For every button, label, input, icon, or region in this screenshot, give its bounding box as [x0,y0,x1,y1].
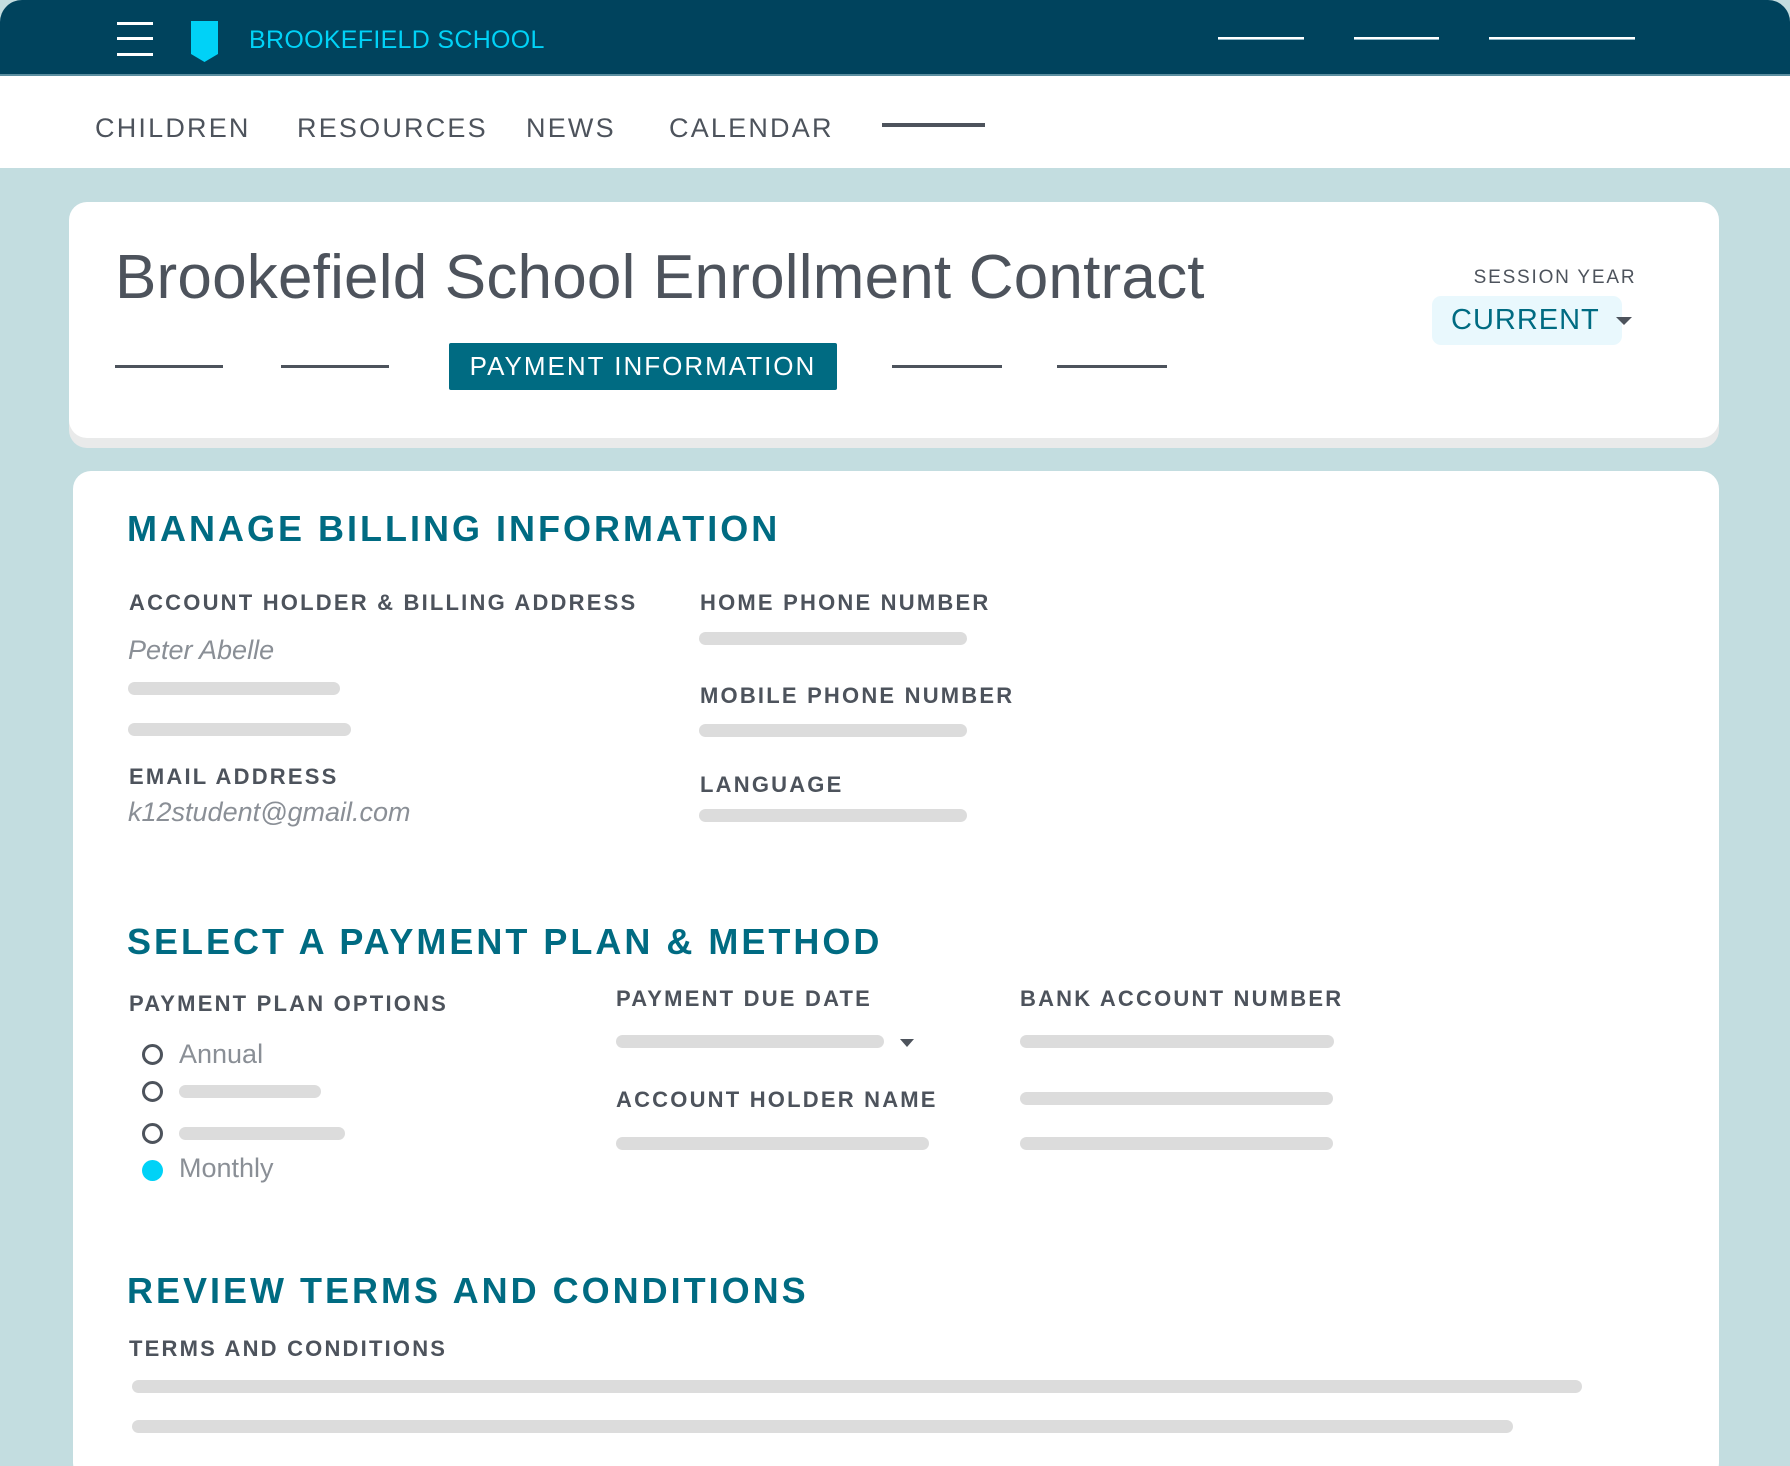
chevron-down-icon [1616,317,1632,325]
contract-header-card [69,202,1719,438]
step-tab-placeholder-3[interactable] [892,365,1002,368]
language-field[interactable] [699,809,967,822]
school-logo-icon [191,21,218,62]
plan-radio-option-2[interactable] [142,1081,163,1102]
mobile-phone-label: MOBILE PHONE NUMBER [700,683,1015,708]
plan-option-monthly-label[interactable]: Monthly [179,1153,274,1183]
hamburger-menu-icon[interactable] [117,20,153,58]
due-date-caret-icon[interactable] [900,1039,914,1047]
nav-item-placeholder[interactable] [882,123,985,127]
top-bar [0,0,1790,76]
header-link-placeholder-3[interactable] [1489,37,1635,40]
terms-label: TERMS AND CONDITIONS [129,1336,448,1361]
main-nav [0,76,1790,168]
address-line-1-field[interactable] [128,682,340,695]
step-tab-placeholder-1[interactable] [115,365,223,368]
nav-item-calendar[interactable]: CALENDAR [669,113,834,143]
account-holder-label: ACCOUNT HOLDER & BILLING ADDRESS [129,590,638,615]
bank-account-field[interactable] [1020,1035,1334,1048]
section-title-payment: SELECT A PAYMENT PLAN & METHOD [127,921,883,962]
section-title-terms: REVIEW TERMS AND CONDITIONS [127,1270,809,1311]
section-title-billing: MANAGE BILLING INFORMATION [127,508,781,549]
address-line-2-field[interactable] [128,723,351,736]
plan-option-annual-label[interactable]: Annual [179,1039,264,1069]
step-tab-placeholder-4[interactable] [1057,365,1167,368]
plan-option-2-label[interactable] [179,1085,321,1098]
email-value[interactable]: k12student@gmail.com [128,797,411,827]
page-title: Brookefield School Enrollment Contract [115,243,1205,312]
home-phone-field[interactable] [699,632,967,645]
step-tab-payment-information[interactable]: PAYMENT INFORMATION [449,343,837,390]
step-tab-placeholder-2[interactable] [281,365,389,368]
plan-radio-option-3[interactable] [142,1123,163,1144]
session-year-label: SESSION YEAR [1473,267,1637,288]
due-date-label: PAYMENT DUE DATE [616,986,873,1011]
terms-text-line-2 [132,1420,1513,1433]
bank-account-label: BANK ACCOUNT NUMBER [1020,986,1344,1011]
due-date-dropdown[interactable] [616,1035,884,1048]
account-holder-name-label: ACCOUNT HOLDER NAME [616,1087,938,1112]
plan-radio-annual[interactable] [142,1044,163,1065]
account-holder-value[interactable]: Peter Abelle [128,635,275,665]
nav-item-resources[interactable]: RESOURCES [297,113,488,143]
language-label: LANGUAGE [700,772,844,797]
plan-options-label: PAYMENT PLAN OPTIONS [129,991,449,1016]
session-year-dropdown[interactable] [1432,296,1622,345]
header-link-placeholder-2[interactable] [1354,37,1439,40]
plan-option-3-label[interactable] [179,1127,345,1140]
header-link-placeholder-1[interactable] [1218,37,1304,40]
bank-extra-field[interactable] [1020,1137,1333,1150]
email-label: EMAIL ADDRESS [129,764,339,789]
brand-name[interactable]: BROOKEFIELD SCHOOL [249,26,545,54]
nav-item-news[interactable]: NEWS [526,113,616,143]
plan-radio-monthly[interactable] [142,1160,163,1181]
home-phone-label: HOME PHONE NUMBER [700,590,991,615]
bank-routing-field[interactable] [1020,1092,1333,1105]
contract-form-card [73,471,1719,1466]
mobile-phone-field[interactable] [699,724,967,737]
nav-item-children[interactable]: CHILDREN [95,113,251,143]
session-year-value: CURRENT [1451,304,1600,336]
terms-text-line-1 [132,1380,1582,1393]
account-holder-name-field[interactable] [616,1137,929,1150]
